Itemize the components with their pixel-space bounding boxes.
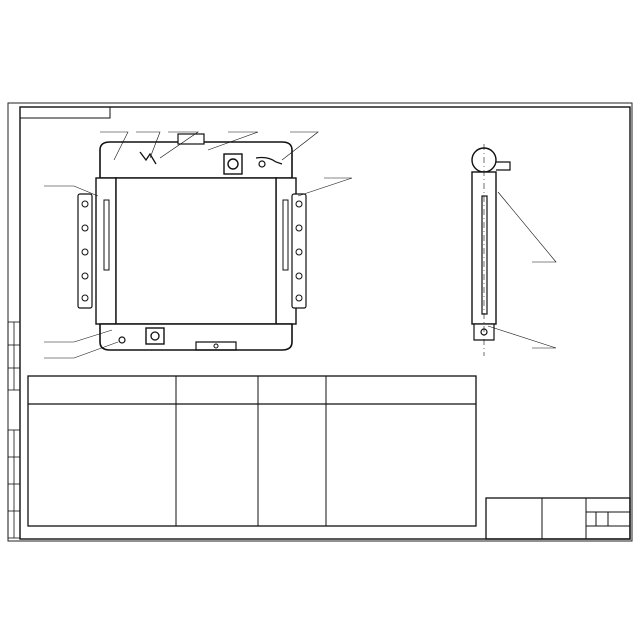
- left-mount-plate: [78, 194, 92, 308]
- side-slot: [482, 196, 487, 314]
- filler-neck: [178, 134, 204, 144]
- title-block: [486, 498, 630, 539]
- side-pipe: [496, 162, 510, 170]
- table-border: [28, 376, 476, 526]
- drain-boss: [146, 328, 164, 344]
- left-margin-stamps: [8, 322, 20, 538]
- radiator-core: [116, 178, 276, 324]
- left-slot: [104, 200, 109, 270]
- radiator-side-view: [472, 144, 510, 356]
- radiator-front-view: [78, 134, 306, 350]
- right-mount-plate: [292, 194, 306, 308]
- top-tank: [100, 142, 292, 178]
- corner-stamp: [20, 107, 110, 118]
- right-slot: [283, 200, 288, 270]
- defect-table: [28, 376, 476, 526]
- cap-boss: [224, 154, 242, 174]
